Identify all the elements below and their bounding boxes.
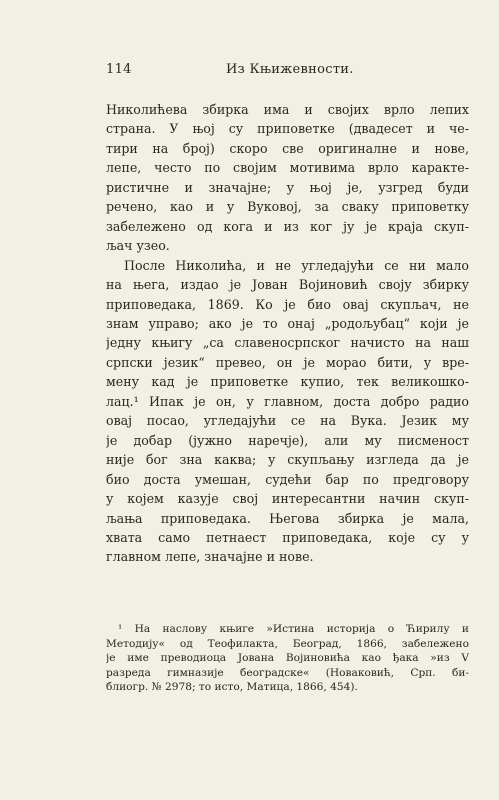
text-line: љач узео. [106,238,170,254]
body-text [106,100,469,567]
text-line: главном лепе, значајне и нове. [106,549,314,565]
paragraph-2 [106,256,469,567]
text-line: није бог зна каква; у скупљању изгледа да је [106,452,469,468]
text-line: ристичне и значајне; у њој је, узгред буди [106,179,469,195]
text-line: лепе, често по својим мотивима врло каракте- [106,160,469,176]
paragraph-1 [106,100,469,256]
text-line: приповедака, 1869. Ко је био овај скупљач, не [106,296,469,312]
text-line: мену кад је приповетке купио, тек великошко- [106,374,469,390]
footnote-line: разреда гимназије београдске« (Новаковић, Срп. би- [106,666,469,679]
footnote-line: је име преводиоца Јована Војиновића као ђака »из V [106,652,469,665]
text-line: овај посао, угледајући се на Вука. Језик му [106,413,469,429]
text-line: српски језик“ превео, он је морао бити, у вре- [106,354,469,370]
running-title: Из Књижевности. [226,62,354,77]
footnote-line: Методију« од Теофилакта, Београд, 1866, забележено [106,637,469,650]
text-line: био доста умешан, судећи бар по предговору [106,471,469,487]
text-line: једну књигу „са славеносрпског начисто на наш [106,335,469,351]
text-line: знам управо; ако је то онај „родољубац“ који је [106,315,469,331]
page-number: 114 [106,62,132,77]
footnote [106,622,469,695]
text-line: После Николића, и не угледајући се ни мало [124,257,469,273]
text-line: речено, као и у Вуковој, за сваку приповетку [106,199,469,215]
text-line: љања приповедака. Његова збирка је мала, [106,510,469,526]
text-line: лац.¹ Ипак је он, у главном, доста добро радио [106,393,469,409]
text-line: тири на број) скоро све оригиналне и нове, [106,140,469,156]
text-line: страна. У њој су приповетке (двадесет и че- [106,121,469,137]
text-line: у којем казује свој интересантни начин скуп- [106,491,469,507]
footnote-line: ¹ На наслову књиге »Истина историја о Ћирилу и [118,623,469,635]
text-line: забележено од кога и из ког ју је краја скуп- [106,218,469,234]
text-line: Николићева збирка има и својих врло лепих [106,102,469,117]
text-line: на њега, издао је Јован Војиновић своју збирку [106,277,469,293]
text-line: је добар (јужно наречје), али му писменост [106,432,469,448]
footnote-line: блиогр. № 2978; то исто, Матица, 1866, 454). [106,681,358,694]
text-line: хвата само петнаест приповедака, које су у [106,529,469,545]
